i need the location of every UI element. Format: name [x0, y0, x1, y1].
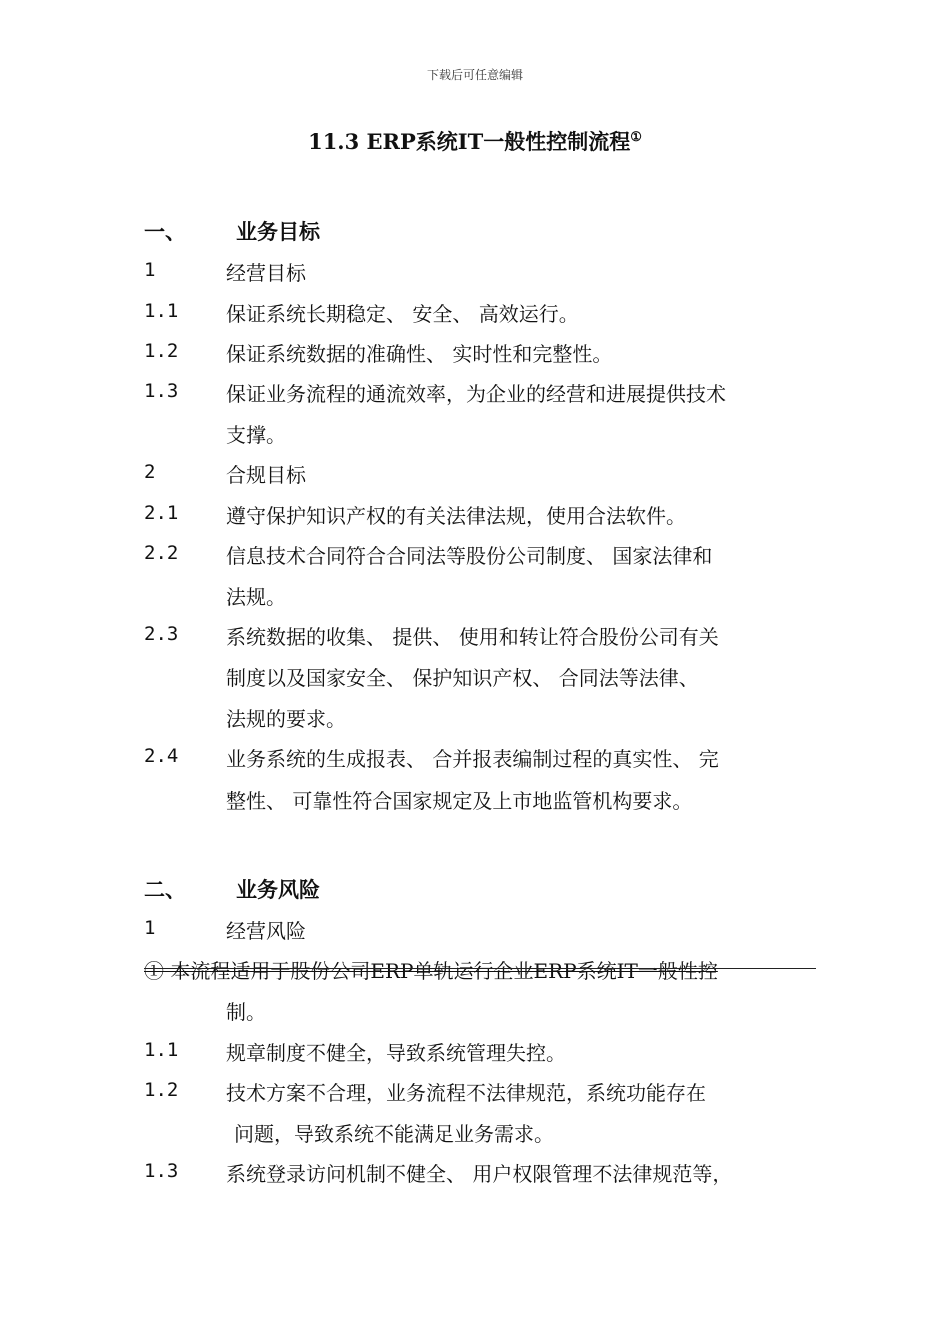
item-text: 业务系统的生成报表、 合并报表编制过程的真实性、 完	[226, 747, 719, 771]
item-number: 2.1	[144, 502, 179, 524]
footnote: ① 本流程适用于股份公司ERP单轨运行企业ERP系统IT一般性控	[144, 959, 718, 983]
item-text-continued: 问题，导致系统不能满足业务需求。	[234, 1122, 554, 1146]
item-number: 1.3	[144, 1160, 179, 1182]
item-text: 合规目标	[226, 463, 306, 487]
section-heading: 业务目标	[236, 219, 320, 244]
item-text: 系统登录访问机制不健全、 用户权限管理不法律规范等，	[226, 1162, 733, 1186]
item-number: 2.4	[144, 745, 179, 767]
header-note: 下载后可任意编辑	[426, 68, 523, 82]
item-text-continued: 制度以及国家安全、 保护知识产权、 合同法等法律、	[226, 666, 699, 690]
item-text: 保证业务流程的通流效率，为企业的经营和进展提供技术	[226, 382, 726, 406]
section-number: 二、	[144, 877, 186, 902]
item-text: 技术方案不合理，业务流程不法律规范，系统功能存在	[226, 1081, 706, 1105]
item-text: 遵守保护知识产权的有关法律法规，使用合法软件。	[226, 504, 686, 528]
section-number: 一、	[144, 219, 186, 244]
item-text: 经营风险	[226, 919, 306, 943]
item-text: 规章制度不健全，导致系统管理失控。	[226, 1041, 566, 1065]
item-number: 2	[144, 461, 156, 483]
item-number: 1	[144, 917, 156, 939]
title-text: 11.3 ERP系统IT一般性控制流程	[308, 129, 631, 154]
item-text-continued: 支撑。	[226, 423, 286, 447]
item-text-continued: 法规。	[226, 585, 286, 609]
footnote-continuation: 制。	[226, 1000, 266, 1024]
footnote-mark: ①	[630, 130, 642, 145]
footnote-rule	[144, 968, 816, 969]
item-text: 系统数据的收集、 提供、 使用和转让符合股份公司有关	[226, 625, 719, 649]
section-heading: 业务风险	[236, 877, 320, 902]
item-number: 1.3	[144, 380, 179, 402]
document-title	[0, 126, 950, 156]
item-text-continued: 整性、 可靠性符合国家规定及上市地监管机构要求。	[226, 789, 693, 813]
item-number: 1	[144, 259, 156, 281]
item-text: 保证系统长期稳定、 安全、 高效运行。	[226, 302, 579, 326]
item-text: 经营目标	[226, 261, 306, 285]
item-number: 1.2	[144, 340, 179, 362]
item-text: 保证系统数据的准确性、 实时性和完整性。	[226, 342, 613, 366]
item-text-continued: 法规的要求。	[226, 707, 346, 731]
item-text: 信息技术合同符合合同法等股份公司制度、 国家法律和	[226, 544, 713, 568]
item-number: 1.1	[144, 300, 179, 322]
item-number: 1.2	[144, 1079, 179, 1101]
item-number: 1.1	[144, 1039, 179, 1061]
item-number: 2.3	[144, 623, 179, 645]
item-number: 2.2	[144, 542, 179, 564]
